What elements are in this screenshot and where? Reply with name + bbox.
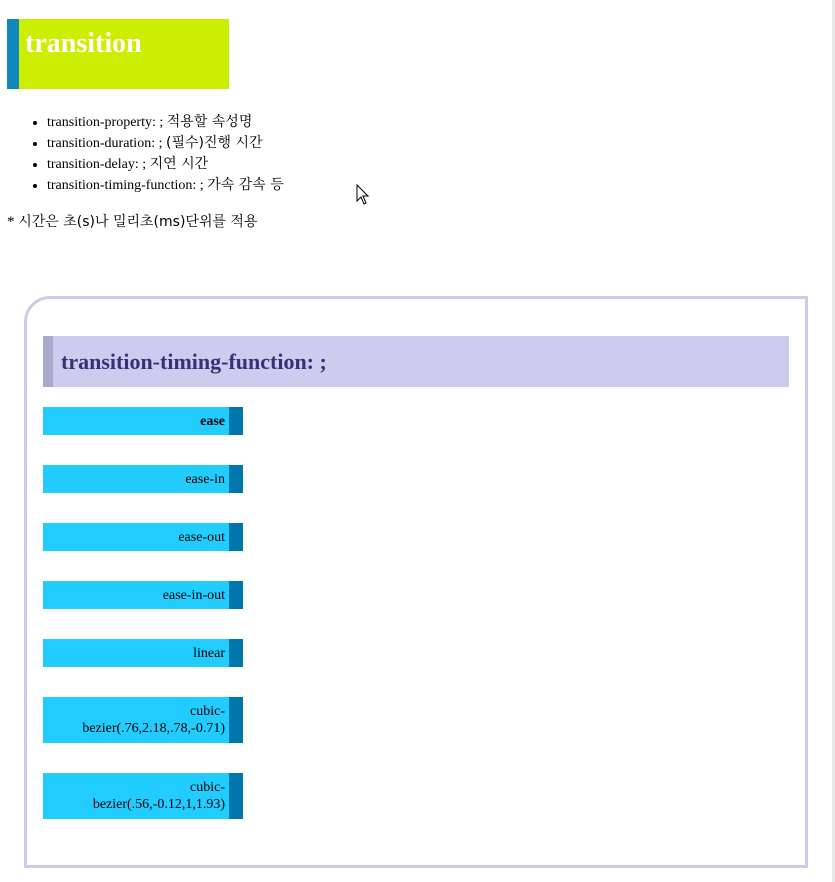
ease-out-bar[interactable] (43, 523, 243, 551)
list-item (47, 112, 284, 133)
bar-label: ease-in (185, 472, 225, 487)
ease-bar[interactable] (43, 407, 243, 435)
property-description: 적용할 속성명 (166, 114, 253, 130)
bar-label-line1: cubic- (190, 780, 225, 795)
bar-label-line1: cubic- (190, 704, 225, 719)
list-item (47, 175, 284, 196)
ease-in-out-bar[interactable] (43, 581, 243, 609)
note-prefix: * (7, 214, 19, 230)
cubic-bezier-bar-2[interactable] (43, 773, 243, 819)
bar-label: ease (200, 414, 225, 429)
property-name: transition-property: ; (47, 115, 164, 130)
property-name: transition-delay: ; (47, 157, 147, 172)
bar-label: ease-in-out (162, 588, 225, 603)
bar-label: linear (193, 646, 225, 661)
cubic-bezier-bar-1[interactable] (43, 697, 243, 743)
bar-label-line2: bezier(.56,-0.12,1,1.93) (92, 797, 225, 812)
property-name: transition-duration: ; (47, 136, 163, 151)
panel-title: transition-timing-function: ; (61, 349, 327, 374)
ease-in-bar[interactable] (43, 465, 243, 493)
timing-function-panel (24, 296, 808, 868)
bar-label: ease-out (178, 530, 225, 545)
time-unit-note (7, 212, 258, 232)
property-name: transition-timing-function: ; (47, 178, 204, 193)
property-description: (필수)진행 시간 (165, 135, 263, 151)
mouse-pointer-icon (356, 184, 370, 206)
bar-label-line2: bezier(.76,2.18,.78,-0.71) (82, 721, 225, 736)
property-list (7, 112, 284, 196)
list-item (47, 154, 284, 175)
page-title: transition (25, 28, 142, 59)
property-description: 지연 시간 (149, 156, 209, 172)
linear-bar[interactable] (43, 639, 243, 667)
page-title-box (7, 19, 229, 89)
panel-header (43, 336, 789, 387)
note-text: 시간은 초(s)나 밀리초(ms)단위를 적용 (18, 214, 258, 230)
list-item (47, 133, 284, 154)
property-description: 가속 감속 등 (207, 177, 284, 193)
